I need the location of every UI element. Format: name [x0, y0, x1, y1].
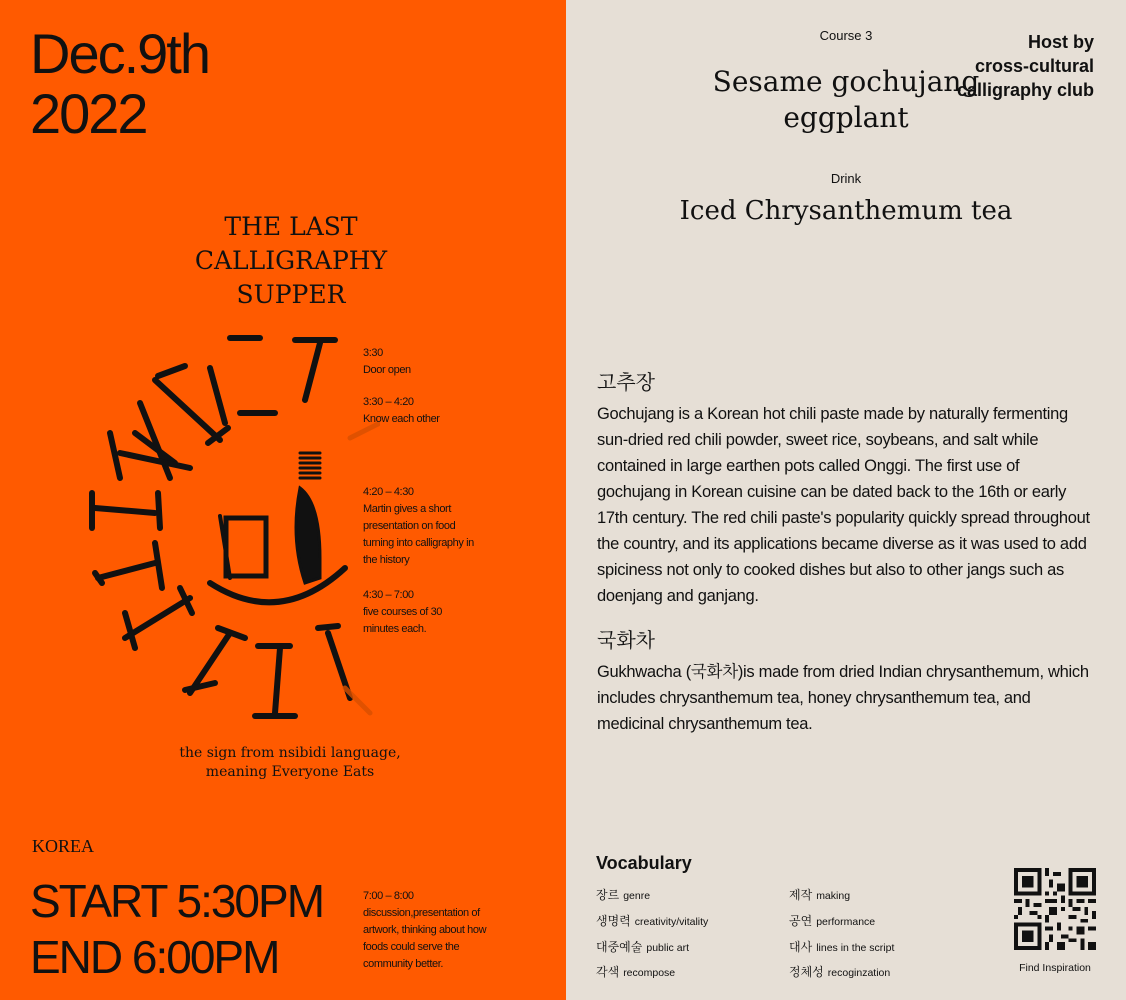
nsibidi-everyone-eats-symbol — [80, 328, 380, 728]
schedule-item-3: 4:20 – 4:30 Martin gives a short presentation on food turning into calligraphy in the history — [363, 486, 474, 566]
gukhwacha-heading: 국화차 — [597, 628, 655, 652]
gochujang-description: Gochujang is a Korean hot chili paste made by naturally fermenting sun-dried red chili powder, sweet rice, soybeans, and salt while contained in large earthen pots called Onggi. The first use of gochujang in Korean cuisine can be dated back to the 16th or early 17th century. The red chili paste's popularity quickly spread throughout the country, and its applications became diverse as it was used to add spiciness not only to cooked dishes but also to other jangs such as doenjang and ganjang. — [597, 405, 1090, 605]
vocab-item: 장르 genre — [596, 888, 651, 902]
vocab-item: 생명력 creativity/vitality — [596, 914, 709, 928]
vocab-item: 각색 recompose — [596, 965, 676, 979]
host-info: Host by cross-cultural calligraphy club — [956, 32, 1094, 100]
event-title: THE LAST CALLIGRAPHY SUPPER — [194, 212, 388, 309]
qr-caption: Find Inspiration — [1019, 962, 1091, 974]
dish-name: Sesame gochujang eggplant — [712, 65, 980, 134]
vocab-item: 공연 performance — [789, 914, 876, 928]
schedule-item-4: 4:30 – 7:00 five courses of 30 minutes each. — [363, 589, 443, 635]
drink-name: Iced Chrysanthemum tea — [679, 196, 1013, 226]
event-date: Dec.9th 2022 — [30, 22, 209, 145]
gochujang-heading: 고추장 — [597, 370, 655, 394]
vocab-item: 대중예술 public art — [596, 940, 689, 954]
drink-label: Drink — [830, 171, 862, 186]
symbol-caption: the sign from nsibidi language, meaning Everyone Eats — [179, 745, 401, 780]
orange-strip — [533, 0, 566, 120]
vocab-item: 정체성 recoginzation — [789, 965, 891, 979]
schedule-item-2: 3:30 – 4:20 Know each other — [363, 396, 440, 425]
course-label: Course 3 — [819, 28, 873, 43]
qr-code-icon[interactable] — [1014, 868, 1096, 950]
country-label: KOREA — [32, 836, 94, 856]
start-time: START 5:30PM — [30, 875, 324, 927]
schedule-item-5: 7:00 – 8:00 discussion,presentation of artwork, thinking about how foods could serve the community better. — [363, 890, 487, 970]
vocabulary-heading: Vocabulary — [596, 853, 692, 873]
schedule-item-1: 3:30 Door open — [363, 347, 411, 376]
vocab-item: 제작 making — [789, 888, 851, 902]
vocab-item: 대사 lines in the script — [789, 940, 895, 954]
end-time: END 6:00PM — [30, 931, 279, 983]
gukhwacha-description: Gukhwacha (국화차)is made from dried Indian chrysanthemum, which includes chrysanthemum tea, honey chrysanthemum tea, and medicinal chrysanthemum tea. — [597, 663, 1089, 733]
